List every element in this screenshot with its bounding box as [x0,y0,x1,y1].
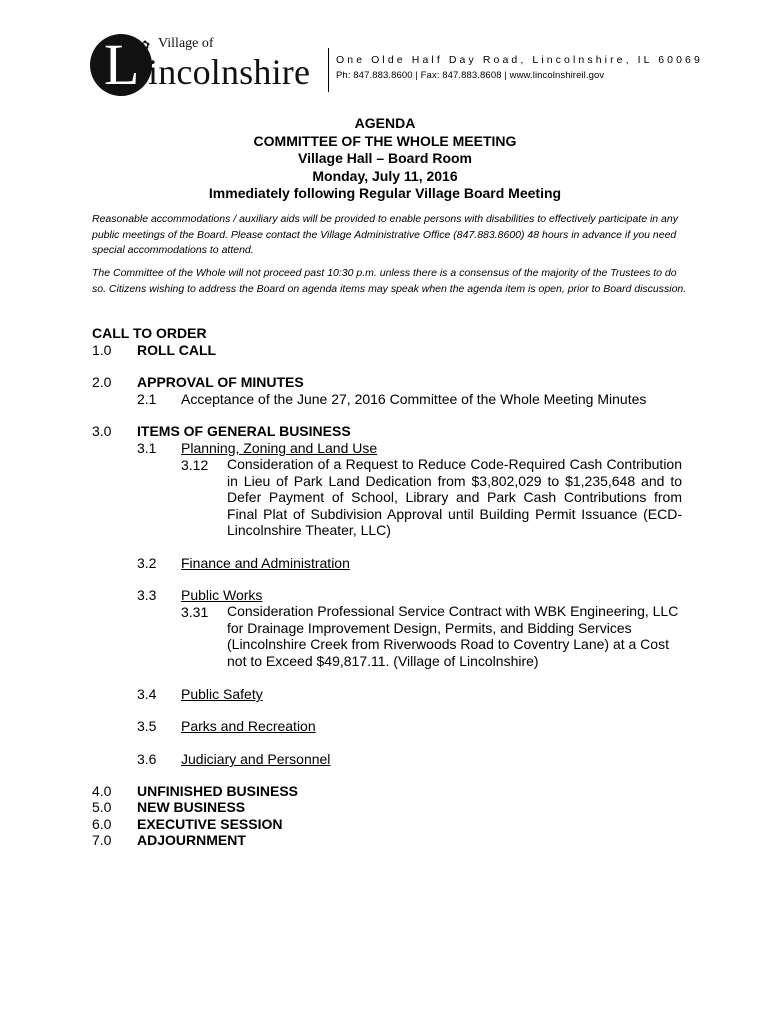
maple-leaf-icon: ✿ [140,38,151,52]
village-address: One Olde Half Day Road, Lincolnshire, IL 60069 [336,54,703,66]
time-limit-notice: The Committee of the Whole will not proceed past 10:30 p.m. unless there is a consensus of the majority of the Trustees to do so. Citizens wishing to address the Board on agenda items may speak when the agenda item is open, prior to Board discussion. [92,267,687,295]
section-title: ITEMS OF GENERAL BUSINESS [137,423,351,439]
section-number: 2.0 [92,374,112,390]
subsection-title: Acceptance of the June 27, 2016 Committee of the Whole Meeting Minutes [181,391,647,407]
item-description: Consideration of a Request to Reduce Code-Required Cash Contribution in Lieu of Park Land Dedication from $3,802,029 to $1,235,648 and to Defer Payment of School, Library and Park Cash Contributions from Final Plat of Subdivision Approval until Building Permit Issuance (ECD-Lincolnshire Theater, LLC) [227,456,682,539]
section-title: UNFINISHED BUSINESS [137,783,299,799]
section-title: EXECUTIVE SESSION [137,816,283,832]
subsection-number: 3.3 [137,587,157,603]
village-contact: Ph: 847.883.8600 | Fax: 847.883.8608 | www.lincolnshireil.gov [336,70,605,81]
logo-name-text: incolnshire [148,52,311,92]
subsection-number: 3.4 [137,686,157,702]
section-number: 4.0 [92,783,112,799]
section-number: 1.0 [92,342,112,358]
item-number: 3.31 [181,604,209,620]
subsection-title: Judiciary and Personnel [181,751,331,767]
subsection-number: 3.1 [137,440,157,456]
section-title: ADJOURNMENT [137,832,246,848]
subsection-title: Parks and Recreation [181,718,316,734]
logo-village-text: Village of [158,36,214,51]
item-description: Consideration Professional Service Contract with WBK Engineering, LLC for Drainage Improvement Design, Permits, and Bidding Services (Lincolnshire Creek from Riverwoods Road to Coventry Lane) at a Cost not to Exceed $49,817.11. (Village of Lincolnshire) [227,603,679,669]
section-number: 7.0 [92,832,112,848]
section-number: 3.0 [92,423,112,439]
subsection-title: Finance and Administration [181,555,350,571]
subsection-number: 3.6 [137,751,157,767]
section-title: ROLL CALL [137,342,217,358]
letterhead [88,30,708,100]
agenda-title-block [0,115,770,203]
subsection-number: 3.2 [137,555,157,571]
village-logo [88,30,328,100]
meeting-name: COMMITTEE OF THE WHOLE MEETING [253,132,517,149]
logo-initial: L [104,32,140,97]
accommodations-notice: Reasonable accommodations / auxiliary aids will be provided to enable persons with disabilities to effectively participate in any public meetings of the Board. Please contact the Village Administrative Office (847.883.8600) 48 hours in advance if you need special accommodations to attend. [92,213,678,256]
agenda-heading: AGENDA [354,115,416,131]
subsection-title: Planning, Zoning and Land Use [181,440,378,456]
subsection-number: 3.5 [137,718,157,734]
item-number: 3.12 [181,457,209,473]
meeting-time: Immediately following Regular Village Board Meeting [208,185,562,201]
meeting-location: Village Hall – Board Room [297,150,472,166]
meeting-date: Monday, July 11, 2016 [312,167,458,184]
subsection-number: 2.1 [137,391,157,407]
subsection-title: Public Works [181,587,263,603]
section-number: 6.0 [92,816,112,832]
subsection-title: Public Safety [181,686,263,702]
section-title: NEW BUSINESS [137,799,246,815]
letterhead-divider [328,48,329,92]
section-title: APPROVAL OF MINUTES [137,374,304,390]
section-number: 5.0 [92,799,112,815]
call-to-order: CALL TO ORDER [92,325,207,341]
